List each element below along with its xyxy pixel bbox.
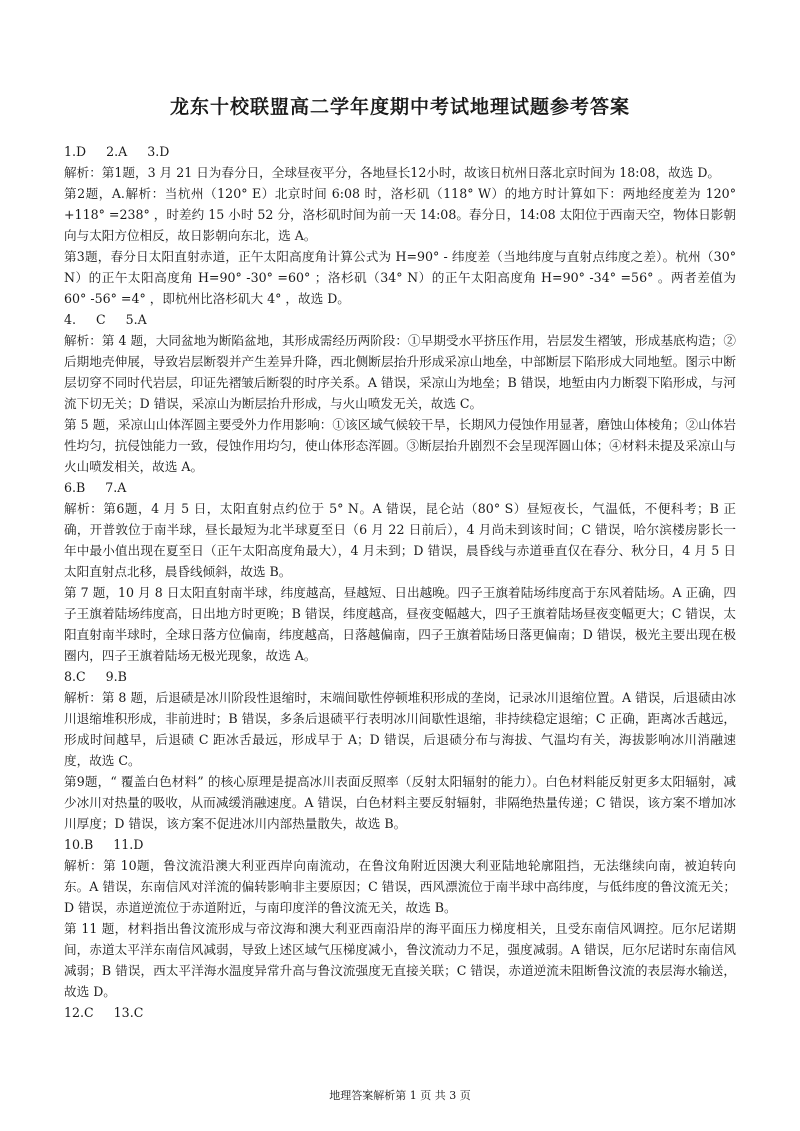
explanation-paragraph: 第 5 题，采凉山山体浑圆主要受外力作用影响：①该区域气候较干旱，长期风力侵蚀作用显著，磨蚀山体棱角；②山体岩性均匀，抗侵蚀能力一致，侵蚀作用均匀，使山体形态浑圆。③断层抬升剧烈不会呈现浑圆山体；④材料未提及采凉山与火山喷发相关，故选 A。	[64, 417, 736, 474]
explanation-paragraph: 第 11 题，材料指出鲁汶流形成与帝汶海和澳大利亚西南沿岸的海平面压力梯度相关，且受东南信风调控。厄尔尼诺期间，赤道太平洋东南信风减弱，导致上述区域气压梯度减小，鲁汶流动力不足，强度减弱。A 错误，厄尔尼诺时东南信风减弱；B 错误，西太平洋海水温度异常升高与鲁汶流强度无直接关联；C 错误，赤道逆流未阻断鲁汶流的表层海水输送，故选 D。	[64, 921, 736, 999]
answer-key: 6.B 7.A	[64, 480, 127, 495]
section-q4-5	[64, 309, 736, 477]
section-q12-13	[64, 1002, 736, 1023]
explanation-paragraph: 第3题，春分日太阳直射赤道，正午太阳高度角计算公式为 H=90° - 纬度差（当地纬度与直射点纬度之差）。杭州（30° N）的正午太阳高度角 H=90° -30° =60° ；洛杉矶（34° N）的正午太阳高度角 H=90° -34° =56° 。两者差值为 60° -56° =4° ，即杭州比洛杉矶大 4° ，故选 D。	[64, 249, 736, 306]
explanation-paragraph: 第2题，A.解析：当杭州（120° E）北京时间 6:08 时，洛杉矶（118° W）的地方时计算如下：两地经度差为 120° +118° =238° ，时差约 15 小时 52 分，洛杉矶时间为前一天 14:08。春分日，14:08 太阳位于西南天空，物体日影朝向与太阳方位相反，故日影朝向东北，选 A。	[64, 186, 736, 243]
section-q6-7	[64, 477, 736, 666]
section-q8-9	[64, 666, 736, 834]
section-q1-3	[64, 141, 736, 309]
page-title: 龙东十校联盟高二学年度期中考试地理试题参考答案	[169, 96, 630, 118]
answer-key: 12.C 13.C	[64, 1005, 144, 1020]
answer-key: 1.D 2.A 3.D	[64, 144, 170, 159]
answer-key: 8.C 9.B	[64, 669, 127, 684]
answer-key: 4. C 5.A	[64, 312, 147, 327]
explanation-paragraph: 解析：第 4 题，大同盆地为断陷盆地，其形成需经历两阶段：①早期受水平挤压作用，岩层发生褶皱，形成基底构造；②后期地壳伸展，导致岩层断裂并产生差异升降，西北侧断层抬升形成采凉山地垒，中部断层下陷形成大同地堑。图示中断层切穿不同时代岩层，印证先褶皱后断裂的时序关系。A 错误，采凉山为地垒；B 错误，地堑由内力断裂下陷形成，与河流下切无关；D 错误，采凉山为断层抬升形成，与火山喷发无关，故选 C。	[64, 333, 736, 411]
explanation-paragraph: 第 7 题，10 月 8 日太阳直射南半球，纬度越高，昼越短、日出越晚。四子王旗着陆场纬度高于东风着陆场。A 正确，四子王旗着陆场纬度高，日出地方时更晚；B 错误，纬度越高，昼夜变幅越大，四子王旗着陆场昼夜变幅更大；C 错误，太阳直射南半球时，全球日落方位偏南，纬度越高，日落越偏南，四子王旗着陆场日落更偏南；D 错误，极光主要出现在极圈内，四子王旗着陆场无极光现象，故选 A。	[64, 585, 736, 663]
page-footer: 地理答案解析第 1 页 共 3 页	[329, 1089, 471, 1102]
explanation-paragraph: 解析：第1题，3 月 21 日为春分日，全球昼夜平分，各地昼长12小时，故该日杭州日落北京时间为 18:08，故选 D。	[64, 165, 721, 180]
answer-sheet	[64, 92, 736, 1023]
explanation-paragraph: 解析：第 10题，鲁汶流沿澳大利亚西岸向南流动，在鲁汶角附近因澳大利亚陆地轮廓阻挡，无法继续向南，被迫转向东。A 错误，东南信风对洋流的偏转影响非主要原因；C 错误，西风漂流位于南半球中高纬度，与低纬度的鲁汶流无关；D 错误，赤道逆流位于赤道附近，与南印度洋的鲁汶流无关，故选 B。	[64, 858, 736, 915]
section-q10-11	[64, 834, 736, 1002]
answer-key: 10.B 11.D	[64, 837, 144, 852]
explanation-paragraph: 解析：第 8 题，后退碛是冰川阶段性退缩时，末端间歇性停顿堆积形成的垄岗，记录冰川退缩位置。A 错误，后退碛由冰川退缩堆积形成，非前进时；B 错误，多条后退碛平行表明冰川间歇性退缩，非持续稳定退缩；C 正确，距离冰舌越远，形成时间越早，后退碛 C 距冰舌最远，形成早于 A；D 错误，后退碛分布与海拔、气温均有关，海拔影响冰川消融速度，故选 C。	[64, 690, 736, 768]
explanation-paragraph: 解析：第6题，4 月 5 日，太阳直射点约位于 5° N。A 错误，昆仑站（80° S）昼短夜长，气温低，不便科考；B 正确，开普敦位于南半球，昼长最短为北半球夏至日（6 月 22 日前后），4 月尚未到该时间；C 错误，哈尔滨楼房影长一年中最小值出现在夏至日（正午太阳高度角最大），4 月未到；D 错误，晨昏线与赤道垂直仅在春分、秋分日，4 月 5 日太阳直射点北移，晨昏线倾斜，故选 B。	[64, 501, 736, 579]
explanation-paragraph: 第9题，“ 覆盖白色材料” 的核心原理是提高冰川表面反照率（反射太阳辐射的能力）。白色材料能反射更多太阳辐射，减少冰川对热量的吸收，从而减缓消融速度。A 错误，白色材料主要反射辐射，非隔绝热量传递；C 错误，该方案不增加冰川厚度；D 错误，该方案不促进冰川内部热量散失，故选 B。	[64, 774, 736, 831]
